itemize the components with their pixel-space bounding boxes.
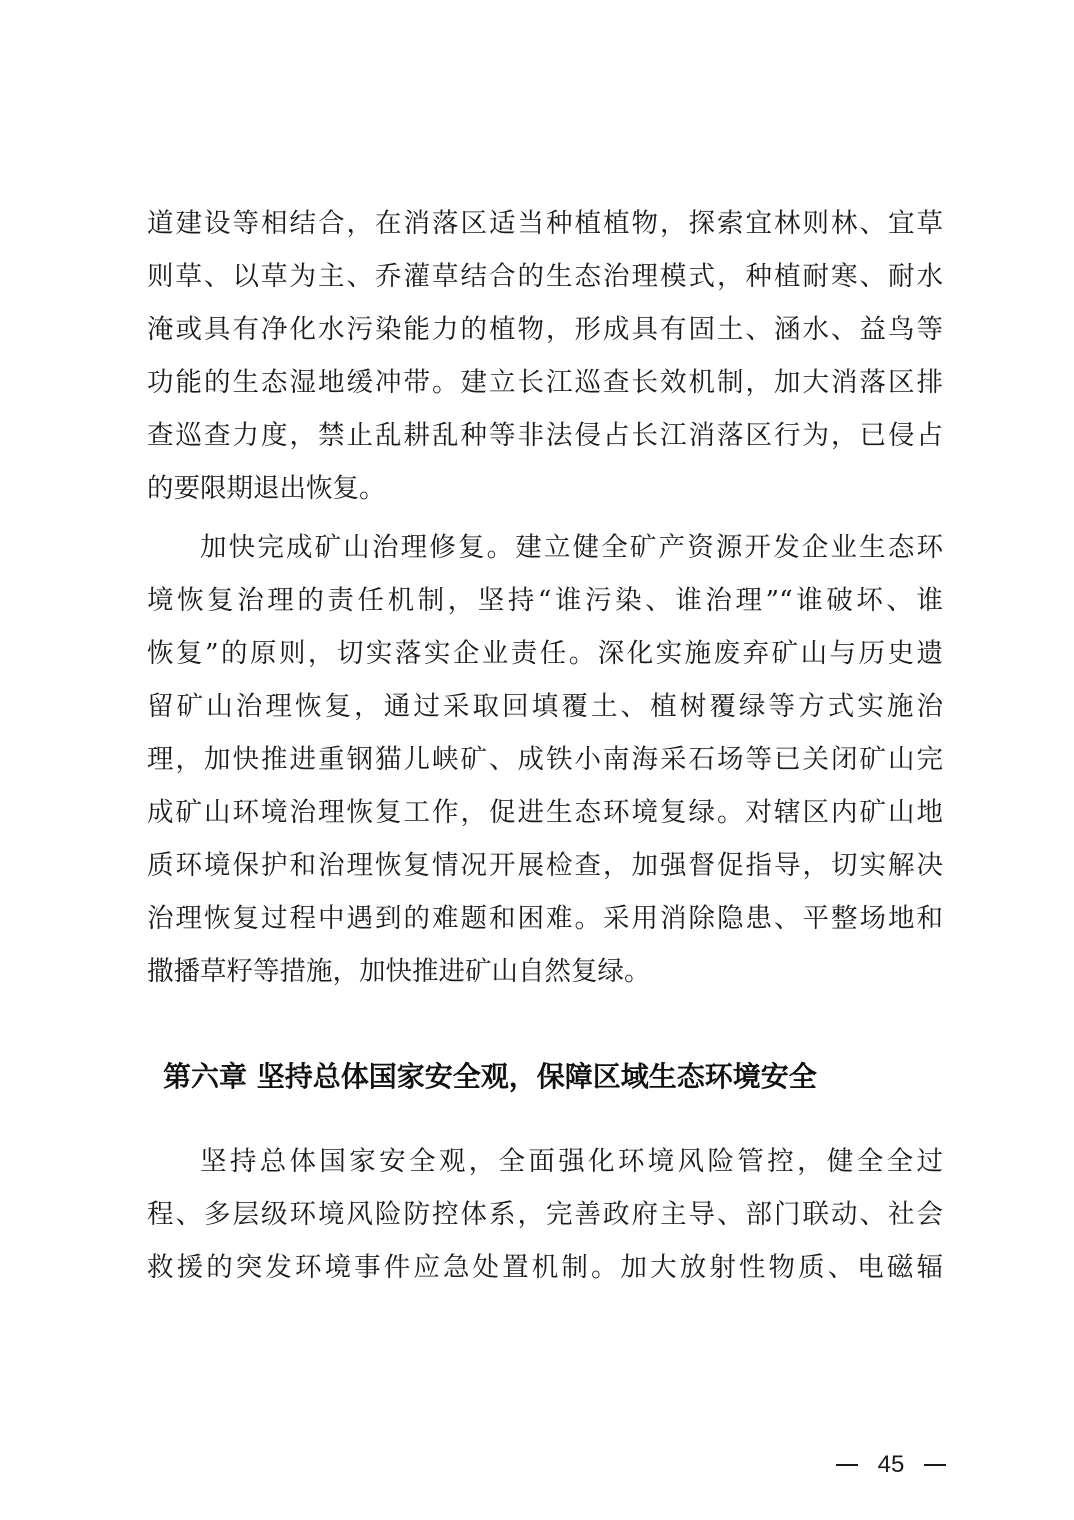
page-number: 45 <box>877 1451 905 1478</box>
paragraph-line: 治理恢复过程中遇到的难题和困难。采用消除隐患、平整场地和 <box>147 903 943 934</box>
paragraph-line: 恢复”的原则，切实落实企业责任。深化实施废弃矿山与历史遗 <box>147 638 943 669</box>
paragraph-line: 质环境保护和治理恢复情况开展检查，加强督促指导，切实解决 <box>147 850 943 881</box>
dash-right <box>924 1464 946 1466</box>
paragraph-line: 则草、以草为主、乔灌草结合的生态治理模式，种植耐寒、耐水 <box>147 261 943 292</box>
dash-left <box>836 1464 858 1466</box>
chapter-heading: 第六章 坚持总体国家安全观，保障区域生态环境安全 <box>163 1060 817 1093</box>
paragraph-line: 成矿山环境治理恢复工作，促进生态环境复绿。对辖区内矿山地 <box>147 797 943 828</box>
paragraph-line: 淹或具有净化水污染能力的植物，形成具有固土、涵水、益鸟等 <box>147 314 943 345</box>
paragraph-line: 道建设等相结合，在消落区适当种植植物，探索宜林则林、宜草 <box>147 208 943 239</box>
paragraph-line: 境恢复治理的责任机制，坚持“谁污染、谁治理”“谁破坏、谁 <box>147 585 943 616</box>
paragraph-line: 留矿山治理恢复，通过采取回填覆土、植树覆绿等方式实施治 <box>147 691 943 722</box>
paragraph-line: 救援的突发环境事件应急处置机制。加大放射性物质、电磁辐 <box>147 1252 943 1283</box>
page-footer <box>836 1448 946 1482</box>
paragraph-line: 坚持总体国家安全观，全面强化环境风险管控，健全全过 <box>200 1146 943 1177</box>
paragraph-line: 查巡查力度，禁止乱耕乱种等非法侵占长江消落区行为，已侵占 <box>147 420 943 451</box>
paragraph-line: 程、多层级环境风险防控体系，完善政府主导、部门联动、社会 <box>147 1199 943 1230</box>
paragraph-line: 的要限期退出恢复。 <box>147 473 386 504</box>
paragraph-line: 撒播草籽等措施，加快推进矿山自然复绿。 <box>147 956 651 987</box>
paragraph-line: 理，加快推进重钢猫儿峡矿、成铁小南海采石场等已关闭矿山完 <box>147 744 943 775</box>
paragraph-line: 加快完成矿山治理修复。建立健全矿产资源开发企业生态环 <box>200 532 943 563</box>
paragraph-line: 功能的生态湿地缓冲带。建立长江巡查长效机制，加大消落区排 <box>147 367 943 398</box>
